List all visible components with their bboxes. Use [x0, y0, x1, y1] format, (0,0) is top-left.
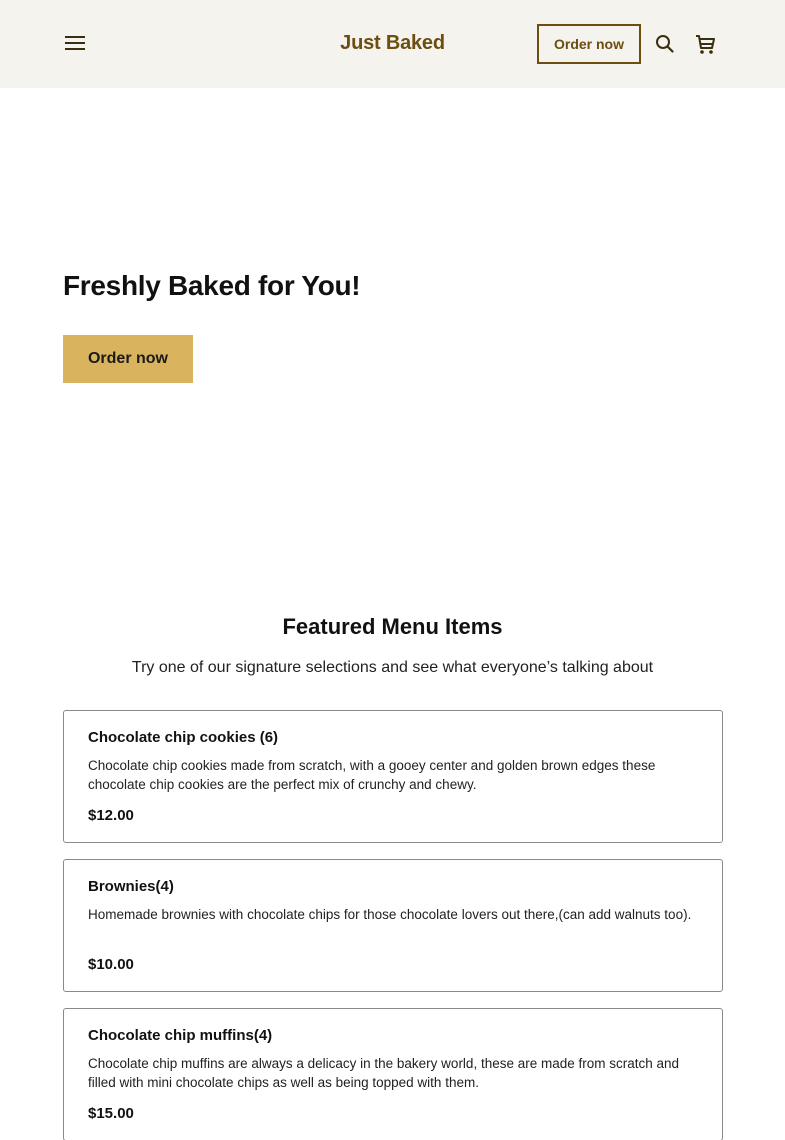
menu-item-list	[63, 710, 723, 1140]
menu-item-description: Chocolate chip muffins are always a delicacy in the bakery world, these are made from scratch and filled with mini chocolate chips as well as being topped with them.	[88, 1056, 680, 1090]
cart-icon[interactable]	[693, 32, 717, 56]
menu-item-description: Homemade brownies with chocolate chips for those chocolate lovers out there,(can add walnuts too).	[88, 907, 692, 922]
menu-item-price: $10.00	[88, 956, 134, 973]
header-order-button[interactable]: Order now	[537, 24, 641, 64]
menu-item-price: $15.00	[88, 1105, 134, 1122]
site-header	[0, 0, 785, 88]
menu-item-card[interactable]	[63, 1008, 723, 1140]
brand-logo[interactable]: Just Baked	[340, 32, 445, 54]
hero-order-button[interactable]: Order now	[63, 335, 193, 383]
menu-item-card[interactable]	[63, 859, 723, 992]
menu-item-name: Chocolate chip cookies (6)	[88, 729, 279, 746]
search-icon[interactable]	[653, 32, 675, 54]
menu-item-description: Chocolate chip cookies made from scratch, with a gooey center and golden brown edges these chocolate chip cookies are the perfect mix of crunchy and chewy.	[88, 758, 656, 792]
featured-subtitle: Try one of our signature selections and see what everyone’s talking about	[131, 659, 654, 676]
menu-item-price: $12.00	[88, 807, 134, 824]
menu-item-name: Chocolate chip muffins(4)	[88, 1027, 273, 1044]
menu-item-name: Brownies(4)	[88, 878, 174, 895]
menu-item-card[interactable]	[63, 710, 723, 843]
featured-title: Featured Menu Items	[282, 614, 503, 639]
hero-title: Freshly Baked for You!	[63, 270, 361, 301]
